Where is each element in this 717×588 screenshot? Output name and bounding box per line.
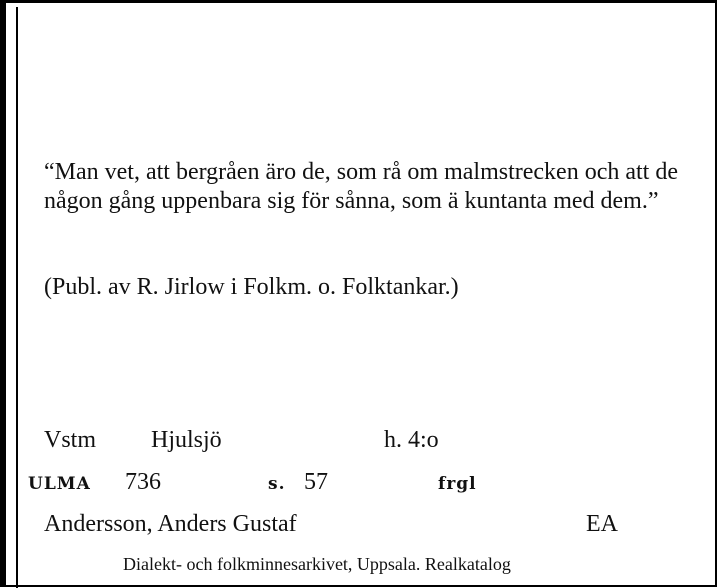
category-code: frgl — [438, 474, 477, 494]
parish: Hjulsjö — [151, 427, 222, 453]
archive-number: 736 — [125, 469, 161, 495]
archive-label: ULMA — [28, 474, 91, 494]
reference: h. 4:o — [384, 427, 439, 453]
page-label: s. — [268, 474, 286, 494]
card-inner-border — [16, 7, 18, 588]
quote-text: “Man vet, att bergråen äro de, som rå om malmstrecken och att de någon gång uppenbara sig för sånna, som ä kuntanta med dem.” — [44, 159, 678, 214]
page-number: 57 — [304, 469, 328, 495]
archive-footer: Dialekt- och folkminnesarkivet, Uppsala. Realkatalog — [123, 554, 511, 574]
region: Vstm — [44, 427, 97, 453]
publication-note: (Publ. av R. Jirlow i Folkm. o. Folktankar.) — [44, 274, 459, 300]
informant-name: Andersson, Anders Gustaf — [44, 511, 297, 537]
recorder-initials: EA — [586, 511, 618, 537]
